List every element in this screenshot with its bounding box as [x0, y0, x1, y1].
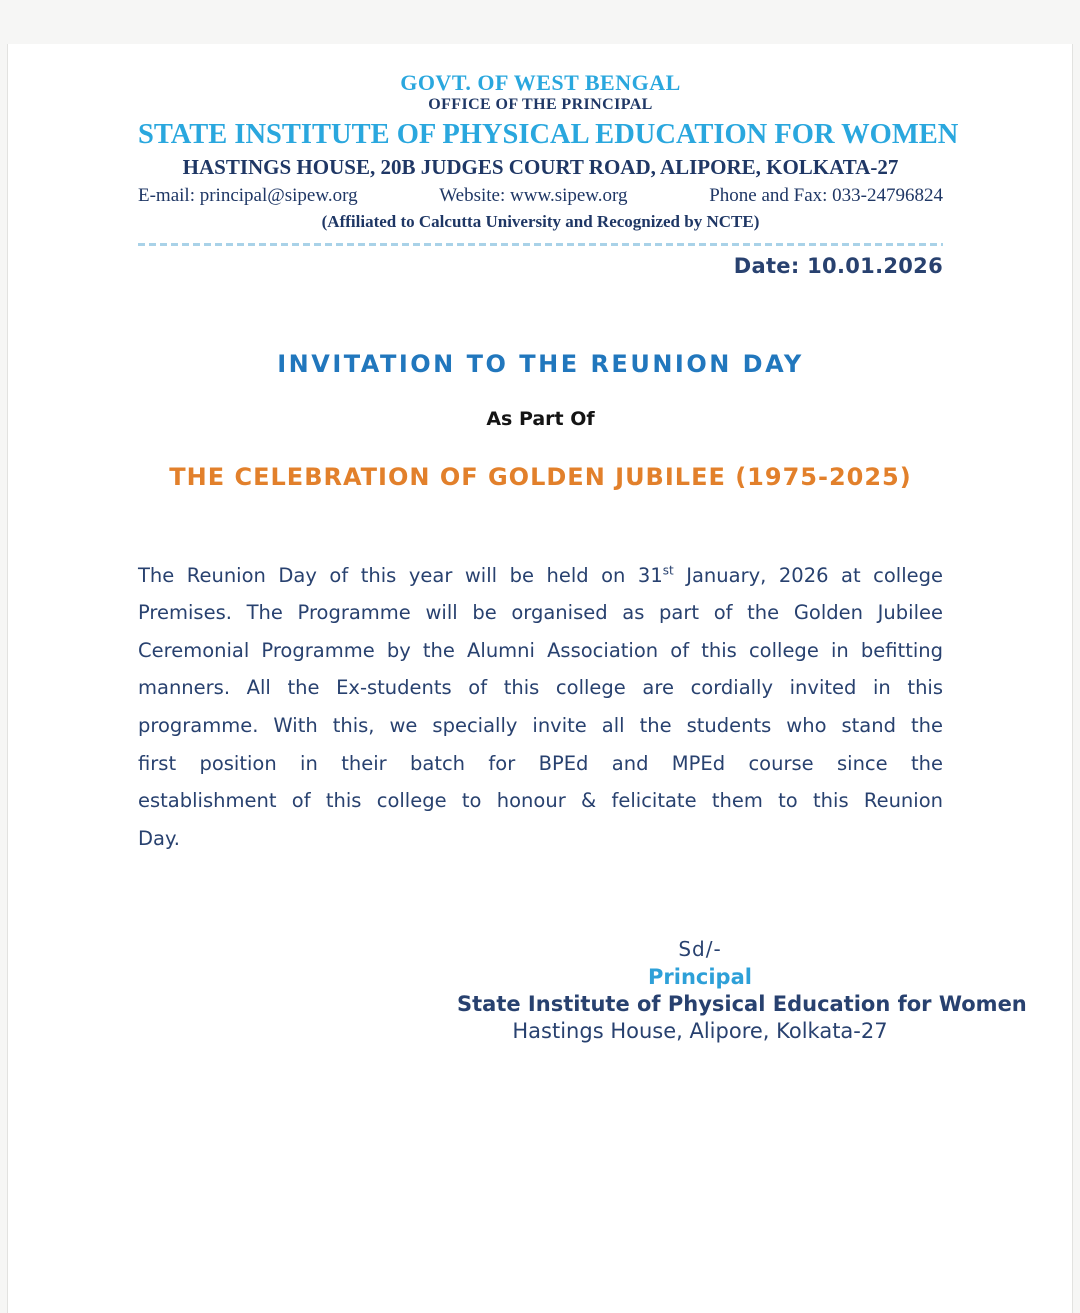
signature-address: Hastings House, Alipore, Kolkata-27 [512, 1019, 888, 1044]
signature-designation: Principal [648, 965, 752, 990]
letterhead [138, 70, 959, 233]
ordinal-suffix: st [662, 563, 674, 578]
phone-fax-text: Phone and Fax: 033-24796824 [709, 184, 943, 206]
body-text-part2: January, 2026 at college Premises. The Programme will be organised as part of the Golden Jubilee Ceremonial Programme by the Alumni Association of this college in befitting manners. All the Ex-students of this college are cordially invited in this programme. With this, we specially invite all the students who stand the first position in their batch for BPEd and MPEd course since the establishment of this college to honour & felicitate them to this Reunion Day. [138, 563, 943, 850]
govt-line: GOVT. OF WEST BENGAL [400, 70, 681, 95]
body-text-part1: The Reunion Day of this year will be held on 31 [138, 563, 663, 587]
as-part-of-subtitle: As Part Of [486, 407, 595, 430]
institute-name: STATE INSTITUTE OF PHYSICAL EDUCATION FOR WOMEN [138, 119, 959, 151]
document-page [7, 44, 1073, 1313]
invitation-title: INVITATION TO THE REUNION DAY [277, 349, 804, 378]
affiliation-line: (Affiliated to Calcutta University and Recognized by NCTE) [321, 212, 760, 232]
institute-address: HASTINGS HOUSE, 20B JUDGES COURT ROAD, ALIPORE, KOLKATA-27 [182, 155, 899, 180]
contact-row [138, 185, 943, 208]
signature-institute: State Institute of Physical Education for Women [457, 992, 1027, 1017]
website-text: Website: www.sipew.org [439, 184, 628, 206]
signature-block [457, 937, 1027, 1044]
golden-jubilee-title: THE CELEBRATION OF GOLDEN JUBILEE (1975-2025) [169, 462, 912, 491]
email-text: E-mail: principal@sipew.org [138, 184, 358, 206]
body-paragraph [138, 557, 943, 858]
office-line: OFFICE OF THE PRINCIPAL [428, 96, 653, 114]
date-label: Date: 10.01.2026 [733, 253, 943, 278]
signature-sd: Sd/- [678, 937, 722, 962]
dashed-divider [138, 243, 943, 246]
